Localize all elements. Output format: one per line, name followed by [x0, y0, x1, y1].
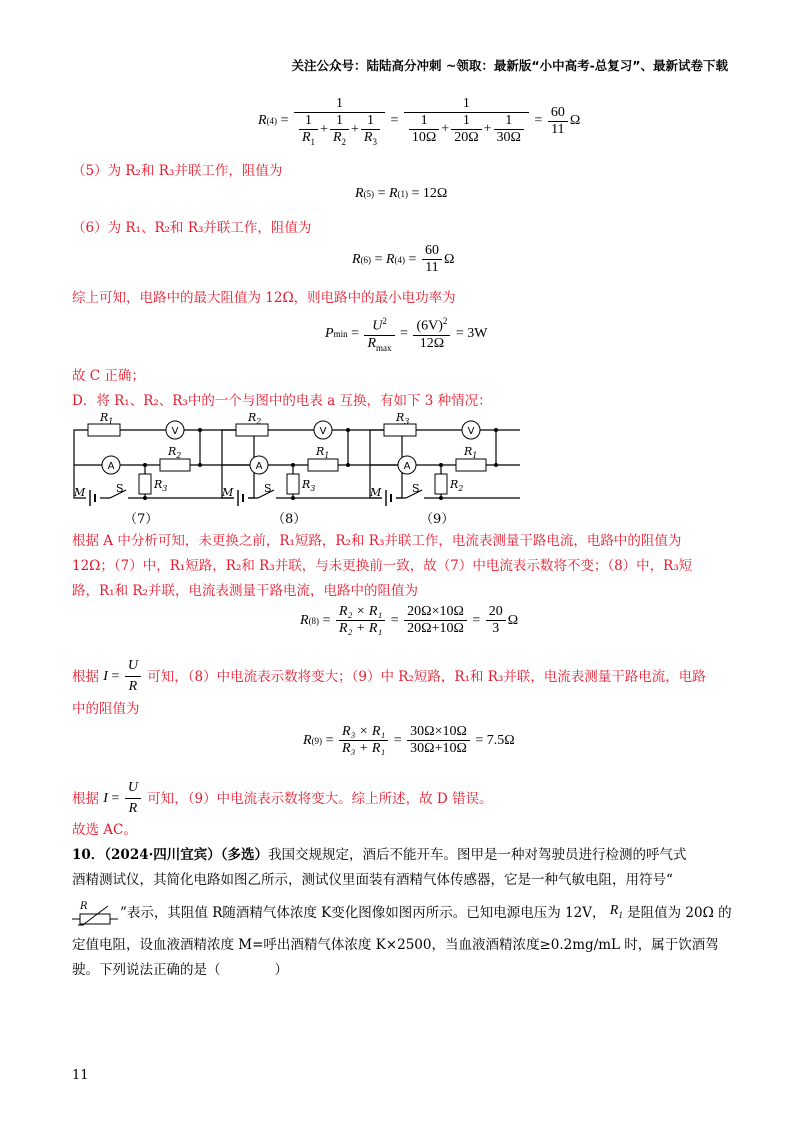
circuit-caption-9: （9） [420, 512, 455, 527]
equation-r9: R (9) = $\frac{\text{R₃ × R₁}}{\text{R₃ + R₁}}$ = $\frac{30\Omega\times 10\Omega}{30\Omega+10\Omega}$ = 7.5Ω [303, 724, 515, 756]
svg-text:R1: $R_1$ [464, 445, 478, 460]
line-c-correct: 故 C 正确； [72, 368, 145, 384]
svg-text:R: R [80, 901, 88, 912]
line-d-swap: D．将 R₁、R₂、R₃中的一个与图中的电表 a 互换，有如下 3 种情况： [72, 393, 492, 409]
equation-pmin: P min = $\frac{U^2}{R_{max}}$ = $\frac{(6V)^2}{12\Omega}$ = 3W [325, 316, 488, 353]
line-max-resistance: 综上可知，电路中的最大阻值为 12Ω，则电路中的最小电功率为 [72, 290, 456, 306]
q10-line-1: 10．（2024·四川宜宾）（多选）我国交规规定，酒后不能开车。图甲是一种对驾驶员进行检测的呼气式 [72, 847, 687, 863]
q10-line-3: R ”表示，其阻值 R随酒精气体浓度 K变化图像如图丙所示。已知电源电压为 12V， $R_1$ 是阻值为 20Ω 的 [72, 900, 732, 926]
analysis-line-4: 根据 I = $\frac{U}{R}$ 可知，（8）中电流表示数将变大；（9）中 R₂短路，R₁和 R₃并联，电流表测量干路电流，电路 [72, 658, 706, 694]
svg-text:R2: $R_2$ [248, 411, 262, 426]
circuit-caption-7: （7） [124, 512, 159, 527]
analysis-line-3: 路，R₁和 R₂并联，电流表测量干路电流，电路中的阻值为 [72, 583, 418, 599]
line-case5: （5）为 R₂和 R₃并联工作，阻值为 [72, 163, 283, 179]
page-header: 关注公众号：陆陆高分冲刺 ~领取：最新版“小中高考-总复习”、最新试卷下载 [291, 58, 728, 73]
svg-text:R2: $R_2$ [168, 445, 182, 460]
equation-r6: R (6) = R (4) = $\frac{60}{11}$ Ω [352, 243, 455, 275]
gas-sensor-symbol-icon [72, 900, 120, 926]
page-number: 11 [72, 1068, 89, 1083]
answer-line: 故选 AC。 [72, 822, 137, 838]
analysis-line-2: 12Ω；（7）中，R₁短路，R₂和 R₃并联，与未更换前一致，故（7）中电流表示数将不变；（8）中，R₃短 [72, 558, 693, 574]
svg-text:R3: $R_3$ [302, 478, 316, 493]
q10-line-4: 定值电阻，设血液酒精浓度 M=呼出酒精气体浓度 K×2500，当血液酒精浓度≥0.2mg/mL 时，属于饮酒驾 [72, 937, 719, 953]
equation-r8: R (8) = $\frac{\text{R₂ × R₁}}{\text{R₂ + R₁}}$ = $\frac{20\Omega\times 10\Omega}{20\Omega+10\Omega}$ = $\frac{20}{3}$ Ω [300, 604, 519, 636]
circuit-caption-8: （8） [272, 512, 307, 527]
svg-text:R3: $R_3$ [396, 411, 410, 426]
svg-text:R2: $R_2$ [450, 478, 464, 493]
q10-line-5: 驶。下列说法正确的是（ ） [72, 962, 288, 978]
analysis-line-1: 根据 A 中分析可知，未更换之前，R₁短路，R₂和 R₃并联工作，电流表测量干路电流，电路中的阻值为 [72, 533, 682, 549]
analysis-line-6: 根据 I = $\frac{U}{R}$ 可知，（9）中电流表示数将变大。综上所述，故 D 错误。 [72, 780, 493, 816]
equation-r4: R (4) = 1 $\frac{1}{R_1}$ + $\frac{1}{R_2}$ + $\frac{1}{R_3}$ = 1 $\frac{1}{10\Omega}$ + $\frac{1}{20\Omega}$ + $\frac{1}{30\Omega}$ = $\frac{60}{11}$ Ω [258, 96, 581, 147]
line-case6: （6）为 R₁、R₂和 R₃并联工作，阻值为 [72, 220, 312, 236]
svg-text:R3: $R_3$ [154, 478, 168, 493]
q10-line-2: 酒精测试仪，其简化电路如图乙所示，测试仪里面装有酒精气体传感器，它是一种气敏电阻，用符号“ [72, 872, 673, 888]
equation-r5: R (5) = R (1) = 12Ω [355, 186, 448, 201]
svg-text:R1: $R_1$ [316, 445, 330, 460]
svg-text:R1: $R_1$ [100, 411, 114, 426]
analysis-line-5: 中的阻值为 [72, 701, 140, 717]
